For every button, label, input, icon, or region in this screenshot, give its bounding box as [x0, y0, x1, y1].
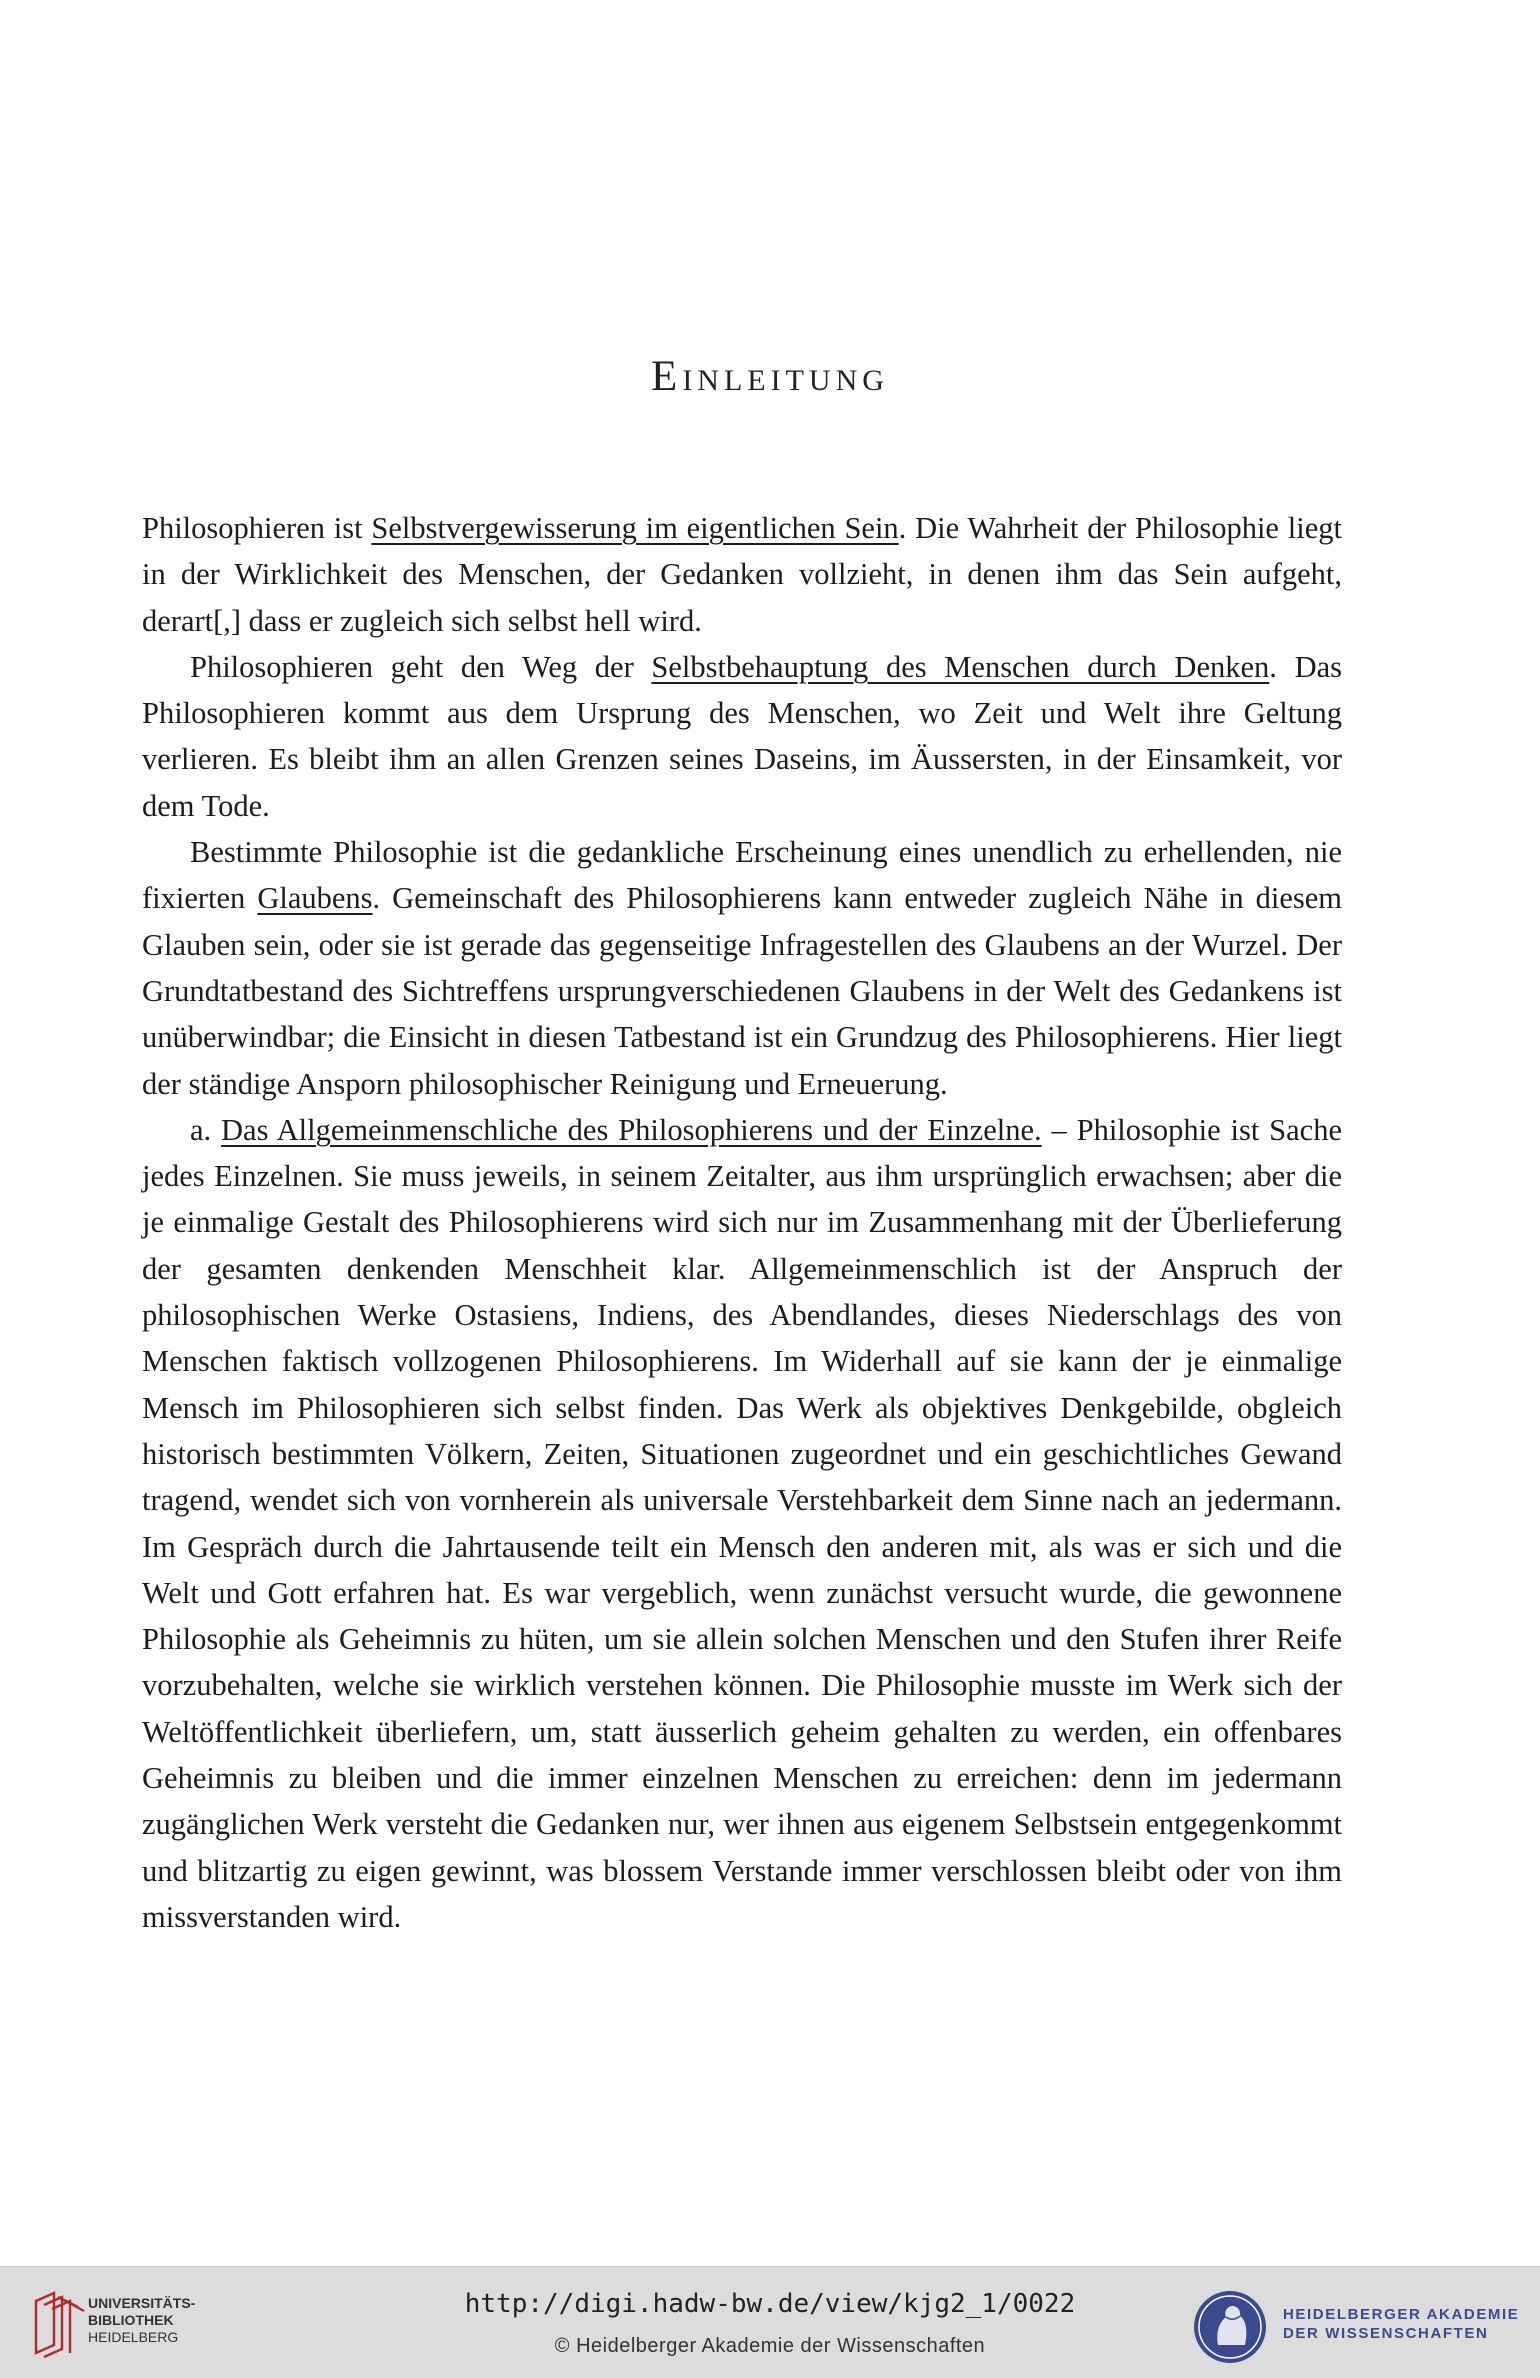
hadw-line-2: DER WISSENSCHAFTEN	[1283, 2325, 1489, 2342]
paragraph	[142, 829, 1342, 1107]
hadw-seal-icon[interactable]	[1190, 2287, 1270, 2367]
page-title: Einleitung	[651, 353, 889, 400]
paragraph	[142, 644, 1342, 829]
copyright-notice: © Heidelberger Akademie der Wissenschaften	[554, 2335, 986, 2357]
underlined-phrase: Das Allgemeinmenschliche des Philosophierens und der Einzelne.	[221, 1112, 1042, 1147]
text-run: . Die Wahrheit der Philosophie liegt in der Wirklichkeit des Menschen, der Gedanken vollzieht, in denen ihm das Sein aufgeht, derart[,] dass er zugleich sich selbst hell wird.	[142, 511, 1342, 638]
underlined-phrase: Glaubens	[257, 881, 373, 916]
underlined-phrase: Selbstvergewisserung im eigentlichen Sein	[371, 511, 899, 545]
text-run: – Philosophie ist Sache jedes Einzelnen. Sie muss jeweils, in seinem Zeitalter, aus ihm ursprünglich erwachsen; aber die je einmalige Gestalt des Philosophierens wird sich nur im Zusammenhang mit der Überlieferung der gesamten denkenden Menschheit klar. Allgemeinmenschlich ist der Anspruch der philosophischen Werke Ostasiens, Indiens, des Abendlandes, dieses Niederschlags des von Menschen faktisch vollzogenen Philosophierens. Im Widerhall auf sie kann der je einmalige Mensch im Philosophieren sich selbst finden. Das Werk als objektives Denkgebilde, obgleich historisch bestimmten Völkern, Zeiten, Situationen zugeordnet und ein geschichtliches Gewand tragend, wendet sich von vornherein als universale Verstehbarkeit dem Sinne nach an jedermann. Im Gespräch durch die Jahrtausende teilt ein Mensch den anderen mit, als was er sich und die Welt und Gott erfahren hat. Es war vergeblich, wenn zunächst versucht wurde, die gewonnene Philosophie als Geheimnis zu hüten, um sie allein solchen Menschen und den Stufen ihrer Reife vorzubehalten, welche sie wirklich verstehen können. Die Philosophie musste im Werk sich der Weltöffentlichkeit überliefern, um, statt äusserlich geheim gehalten zu werden, ein offenbares Geheimnis zu bleiben und die immer einzelnen Menschen zu erreichen: denn im jedermann zugänglichen Werk versteht die Gedanken nur, wer ihnen aus eigenem Selbstsein entgegenkommt und blitzartig zu eigen gewinnt, was blossem Verstande immer verschlossen bleibt oder von ihm missverstanden wird.	[142, 1112, 1342, 1934]
text-run: a.	[190, 1112, 222, 1147]
body-text	[142, 505, 1342, 1940]
ub-line-2: BIBLIOTHEK	[88, 2312, 174, 2328]
ub-line-1: UNIVERSITÄTS-	[88, 2295, 196, 2311]
permalink-url[interactable]: http://digi.hadw-bw.de/view/kjg2_1/0022	[464, 2289, 1076, 2319]
footer-bar	[0, 2266, 1540, 2378]
underlined-phrase: Selbstbehauptung des Menschen durch Denken	[651, 649, 1270, 684]
paragraph	[142, 505, 1342, 644]
hadw-wordmark	[1283, 2305, 1519, 2343]
ub-line-3: HEIDELBERG	[88, 2329, 179, 2345]
paragraph	[142, 1107, 1342, 1940]
hadw-line-1: HEIDELBERGER AKADEMIE	[1283, 2306, 1520, 2323]
text-run: Bestimmte Philosophie ist die gedankliche Erscheinung eines unendlich zu erhellenden, nie fixierten	[142, 835, 1342, 916]
text-run: . Gemeinschaft des Philosophierens kann entweder zugleich Nähe in diesem Glauben sein, oder sie ist gerade das gegenseitige Infragestellen des Glaubens an der Wurzel. Der Grundtatbestand des Sichtreffens ursprungverschiedenen Glaubens in der Welt des Gedankens ist unüberwindbar; die Einsicht in diesen Tatbestand ist ein Grundzug des Philosophierens. Hier liegt der ständige Ansporn philosophischer Reinigung und Erneuerung.	[142, 881, 1342, 1101]
text-run: Philosophieren ist	[142, 511, 372, 545]
text-run: Philosophieren geht den Weg der	[190, 649, 652, 684]
text-run: . Das Philosophieren kommt aus dem Ursprung des Menschen, wo Zeit und Welt ihre Geltung verlieren. Es bleibt ihm an allen Grenzen seines Daseins, im Äussersten, in der Einsamkeit, vor dem Tode.	[142, 649, 1343, 823]
